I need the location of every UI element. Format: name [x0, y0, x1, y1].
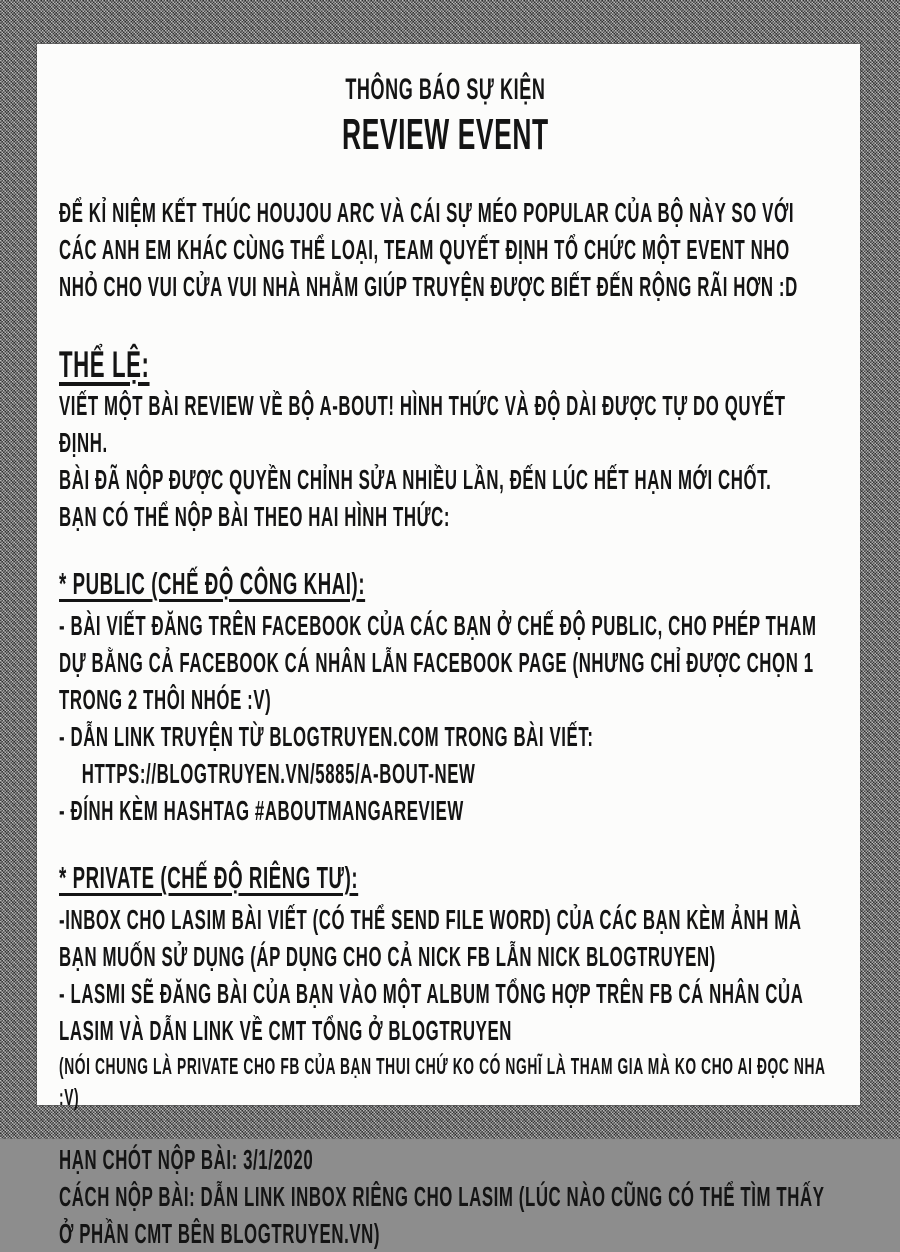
- event-kicker: THÔNG BÁO SỰ KIỆN: [345, 73, 546, 106]
- private-note: (NÓI CHUNG LÀ PRIVATE CHO FB CỦA BẠN THUI CHỨ KO CÓ NGHĨ LÀ THAM GIA MÀ KO CHO AI ĐỌC NHA :V): [59, 1053, 826, 1110]
- rules-line-1: VIẾT MỘT BÀI REVIEW VỀ BỘ A-BOUT! HÌNH THỨC VÀ ĐỘ DÀI ĐƯỢC TỰ DO QUYẾT ĐỊNH.: [59, 390, 786, 458]
- private-mode-heading: * PRIVATE (CHẾ ĐỘ RIÊNG TƯ):: [59, 860, 359, 895]
- private-item-inbox: -INBOX CHO LASIM BÀI VIẾT (CÓ THỂ SEND FILE WORD) CỦA CÁC BẠN KÈM ẢNH MÀ BẠN MUỐN SỬ DỤNG (ÁP DỤNG CHO CẢ NICK FB LẪN NICK BLOGTRUYEN): [59, 904, 802, 972]
- event-title: REVIEW EVENT: [342, 110, 549, 159]
- announcement-page: [37, 44, 860, 1249]
- story-url-text: HTTPS://BLOGTRUYEN.VN/5885/A-BOUT-NEW: [81, 758, 476, 789]
- public-item-hashtag: - ĐÍNH KÈM HASHTAG #ABOUTMANGAREVIEW: [59, 795, 464, 826]
- how-to-submit-line: CÁCH NỘP BÀI: DẪN LINK INBOX RIÊNG CHO LASIM (LÚC NÀO CŨNG CÓ THỂ TÌM THẤY Ở PHẦN CMT BÊN BLOGTRUYEN.VN): [59, 1181, 825, 1249]
- public-item-link: - DẪN LINK TRUYỆN TỪ BLOGTRUYEN.COM TRONG BÀI VIẾT:: [59, 721, 594, 752]
- intro-paragraph: ĐỂ KỈ NIỆM KẾT THÚC HOUJOU ARC VÀ CÁI SỰ MÉO POPULAR CỦA BỘ NÀY SO VỚI CÁC ANH EM KHÁC CÙNG THỂ LOẠI, TEAM QUYẾT ĐỊNH TỔ CHỨC MỘT EVENT NHO NHỎ CHO VUI CỬA VUI NHÀ NHẰM GIÚP TRUYỆN ĐƯỢC BIẾT ĐẾN RỘNG RÃI HƠN :D: [59, 197, 798, 302]
- rules-heading: THỂ LỆ:: [59, 344, 150, 385]
- rules-line-2: BÀI ĐÃ NỘP ĐƯỢC QUYỀN CHỈNH SỬA NHIỀU LẦN, ĐẾN LÚC HẾT HẠN MỚI CHỐT.: [59, 464, 772, 495]
- public-item-facebook: - BÀI VIẾT ĐĂNG TRÊN FACEBOOK CỦA CÁC BẠN Ở CHẾ ĐỘ PUBLIC, CHO PHÉP THAM DỰ BẰNG CẢ FACEBOOK CÁ NHÂN LẪN FACEBOOK PAGE (NHƯNG CHỈ ĐƯỢC CHỌN 1 TRONG 2 THÔI NHÓE :V): [59, 610, 817, 715]
- deadline-line: HẠN CHÓT NỘP BÀI: 3/1/2020: [59, 1144, 314, 1175]
- rules-line-3: BẠN CÓ THỂ NỘP BÀI THEO HAI HÌNH THỨC:: [59, 501, 451, 532]
- private-item-album: - LASMI SẼ ĐĂNG BÀI CỦA BẠN VÀO MỘT ALBUM TỔNG HỢP TRÊN FB CÁ NHÂN CỦA LASIM VÀ DẪN LINK VỀ CMT TỔNG Ở BLOGTRUYEN: [59, 978, 803, 1046]
- public-mode-heading: * PUBLIC (CHẾ ĐỘ CÔNG KHAI):: [59, 566, 366, 601]
